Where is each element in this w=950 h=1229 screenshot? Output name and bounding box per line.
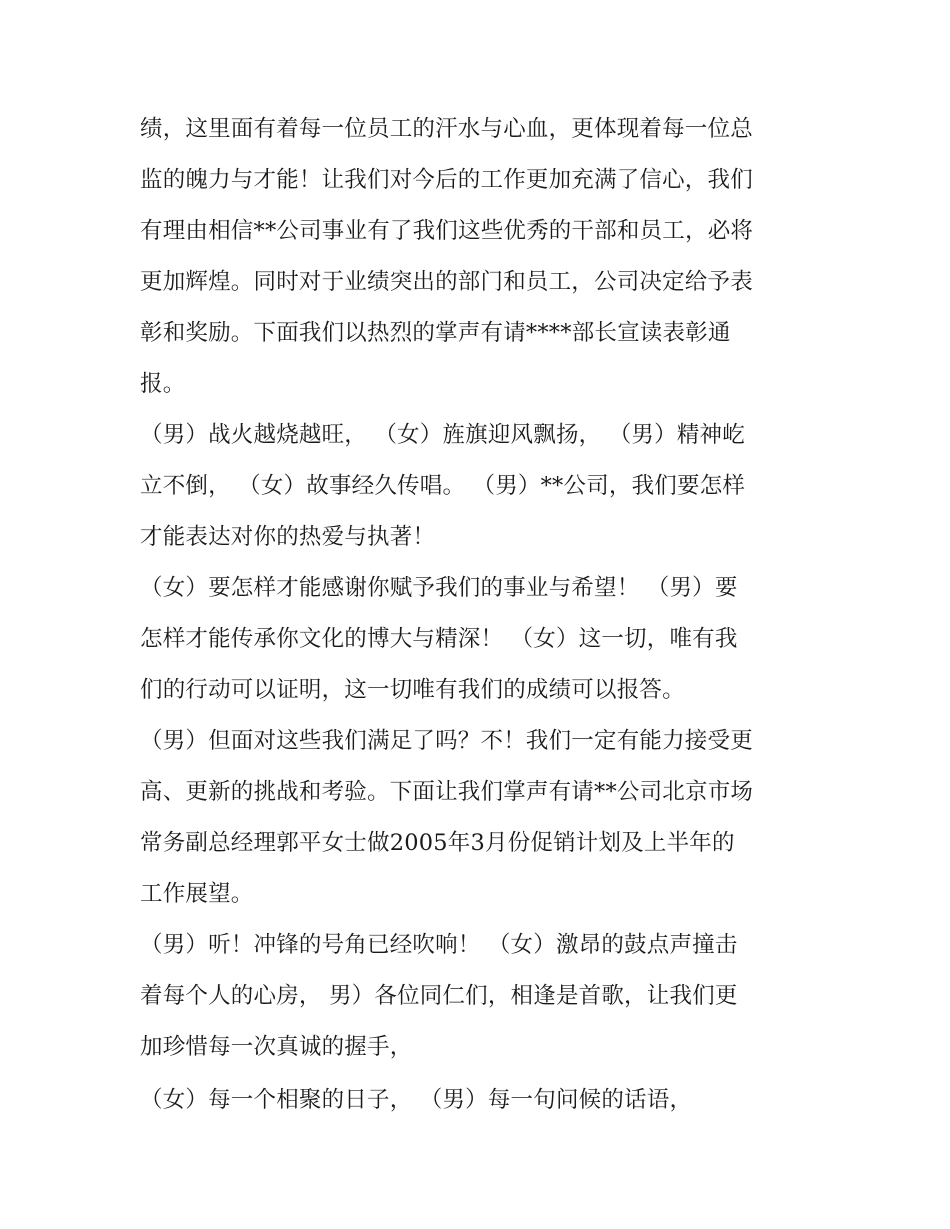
text-line: （男）战火越烧越旺， （女）旌旗迎风飘扬， （男）精神屹 (140, 422, 745, 448)
text-line: 绩，这里面有着每一位员工的汗水与心血，更体现着每一位总 (140, 116, 753, 142)
text-line: 报。 (140, 371, 186, 397)
text-line: 才能表达对你的热爱与执著！ (140, 524, 436, 550)
text-line: 彰和奖励。下面我们以热烈的掌声有请****部长宣读表彰通 (140, 320, 731, 346)
text-line: 更加辉煌。同时对于业绩突出的部门和员工，公司决定给予表 (140, 269, 753, 295)
text-line: （男）听！冲锋的号角已经吹响！ （女）激昂的鼓点声撞击 (140, 932, 738, 958)
text-line: 立不倒， （女）故事经久传唱。 （男）**公司，我们要怎样 (140, 473, 746, 499)
text-line: 们的行动可以证明，这一切唯有我们的成绩可以报答。 (140, 677, 685, 703)
text-line: 着每个人的心房， 男）各位同仁们，相逢是首歌，让我们更 (140, 983, 738, 1009)
text-line: 有理由相信**公司事业有了我们这些优秀的干部和员工，必将 (140, 218, 754, 244)
text-line: （男）但面对这些我们满足了吗？不！我们一定有能力接受更 (140, 728, 753, 754)
text-line: 常务副总经理郭平女士做2005年3月份促销计划及上半年的 (140, 830, 735, 856)
text-line: 加珍惜每一次真诚的握手， (140, 1034, 413, 1060)
text-line: 怎样才能传承你文化的博大与精深！ （女）这一切，唯有我 (140, 626, 738, 652)
text-line: 工作展望。 (140, 881, 254, 907)
text-line: 监的魄力与才能！让我们对今后的工作更加充满了信心，我们 (140, 167, 753, 193)
document-body (140, 104, 820, 1126)
text-line: （女）要怎样才能感谢你赋予我们的事业与希望！ （男）要 (140, 575, 738, 601)
text-line: 高、更新的挑战和考验。下面让我们掌声有请**公司北京市场 (140, 779, 754, 805)
text-line: （女）每一个相聚的日子， （男）每一句问候的话语， (140, 1087, 693, 1113)
